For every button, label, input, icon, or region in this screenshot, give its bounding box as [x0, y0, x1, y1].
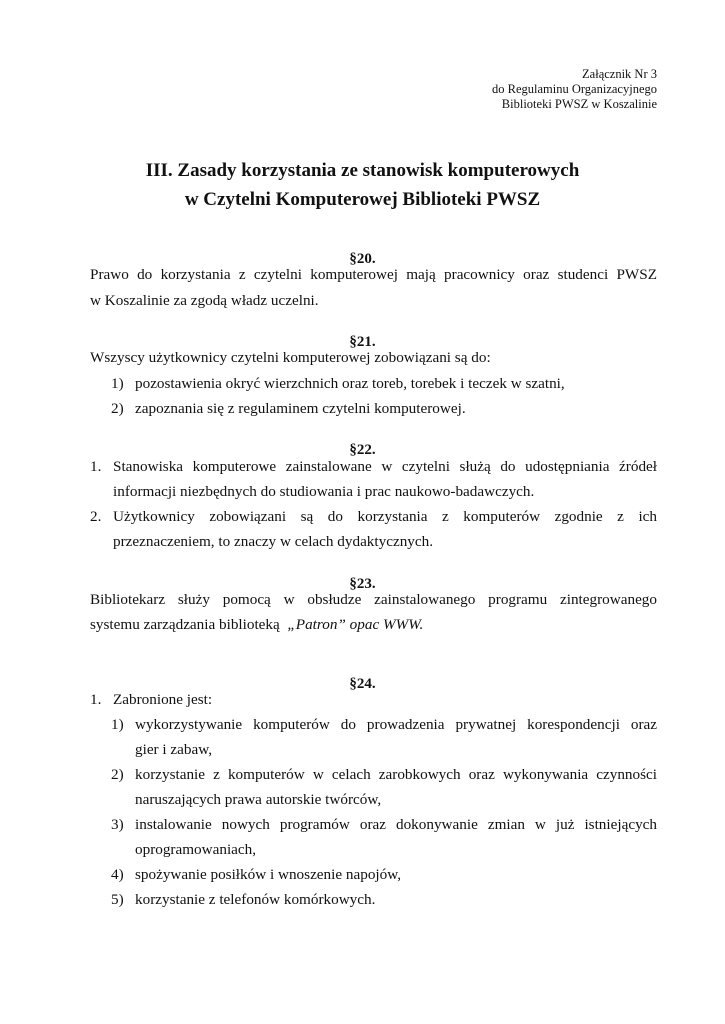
- section-22-item-2-line-2: przeznaczeniem, to znaczy w celach dydaktycznych.: [113, 533, 434, 550]
- section-24-subitem-1-line-1: wykorzystywanie komputerów do prowadzenia prywatnej korespondencji oraz: [135, 716, 657, 733]
- section-24-subitem-3-line-2: oprogramowaniach,: [135, 841, 257, 858]
- section-24-subitem-2-number: 2): [111, 766, 124, 783]
- section-22-item-1-number: 1.: [90, 458, 102, 475]
- section-21-heading: §21.: [349, 334, 376, 350]
- section-21-item-2: zapoznania się z regulaminem czytelni komputerowej.: [135, 400, 466, 417]
- section-21-item-2-number: 2): [111, 400, 124, 417]
- section-23-line-1: Bibliotekarz służy pomocą w obsłudze zainstalowanego programu zintegrowanego: [90, 591, 657, 608]
- annex-line-3: Biblioteki PWSZ w Koszalinie: [501, 97, 657, 111]
- section-24-subitem-5-line-1: korzystanie z telefonów komórkowych.: [135, 891, 376, 908]
- section-23-line-2: [90, 616, 423, 634]
- annex-line-2: do Regulaminu Organizacyjnego: [491, 82, 657, 96]
- section-24-subitem-5-number: 5): [111, 891, 124, 908]
- section-22-item-1-line-2: informacji niezbędnych do studiowania i prac naukowo-badawczych.: [113, 483, 535, 500]
- section-23-system-name: „Patron” opac WWW.: [287, 616, 424, 633]
- section-22-item-2-number: 2.: [90, 508, 102, 525]
- section-24-subitem-2-line-2: naruszających prawa autorskie twórców,: [135, 791, 382, 808]
- title-line-2: w Czytelni Komputerowej Biblioteki PWSZ: [184, 189, 541, 210]
- section-24-subitem-4-line-1: spożywanie posiłków i wnoszenie napojów,: [135, 866, 402, 883]
- section-24-subitem-1-number: 1): [111, 716, 124, 733]
- section-24-subitem-1-line-2: gier i zabaw,: [135, 741, 213, 758]
- section-22-item-2-line-1: Użytkownicy zobowiązani są do korzystania z komputerów zgodnie z ich: [113, 508, 657, 525]
- section-23-line-2-text: systemu zarządzania biblioteką: [90, 616, 280, 633]
- section-21-item-1-number: 1): [111, 375, 124, 392]
- section-24-subitem-2-line-1: korzystanie z komputerów w celach zarobkowych oraz wykonywania czynności: [135, 766, 657, 783]
- section-24-subitem-3-number: 3): [111, 816, 124, 833]
- title-line-1: III. Zasady korzystania ze stanowisk komputerowych: [145, 160, 580, 181]
- section-21-item-1: pozostawienia okryć wierzchnich oraz toreb, torebek i teczek w szatni,: [135, 375, 565, 392]
- section-20-heading: §20.: [349, 251, 376, 267]
- section-24-item-1-number: 1.: [90, 691, 102, 708]
- section-22-heading: §22.: [349, 442, 376, 458]
- annex-line-1: Załącznik Nr 3: [582, 67, 657, 81]
- section-22-item-1-line-1: Stanowiska komputerowe zainstalowane w czytelni służą do udostępniania źródeł: [113, 458, 657, 475]
- section-23-heading: §23.: [349, 576, 376, 592]
- section-24-item-1: Zabronione jest:: [113, 691, 213, 708]
- section-21-intro: Wszyscy użytkownicy czytelni komputerowej zobowiązani są do:: [90, 349, 491, 366]
- section-20-line-2: w Koszalinie za zgodą władz uczelni.: [90, 292, 319, 309]
- section-24-heading: §24.: [349, 676, 376, 692]
- section-24-subitem-3-line-1: instalowanie nowych programów oraz dokonywanie zmian w już istniejących: [135, 816, 657, 833]
- section-20-line-1: Prawo do korzystania z czytelni komputerowej mają pracownicy oraz studenci PWSZ: [90, 266, 657, 283]
- section-24-subitem-4-number: 4): [111, 866, 124, 883]
- annex-header: [492, 67, 657, 112]
- document-title: [0, 156, 725, 214]
